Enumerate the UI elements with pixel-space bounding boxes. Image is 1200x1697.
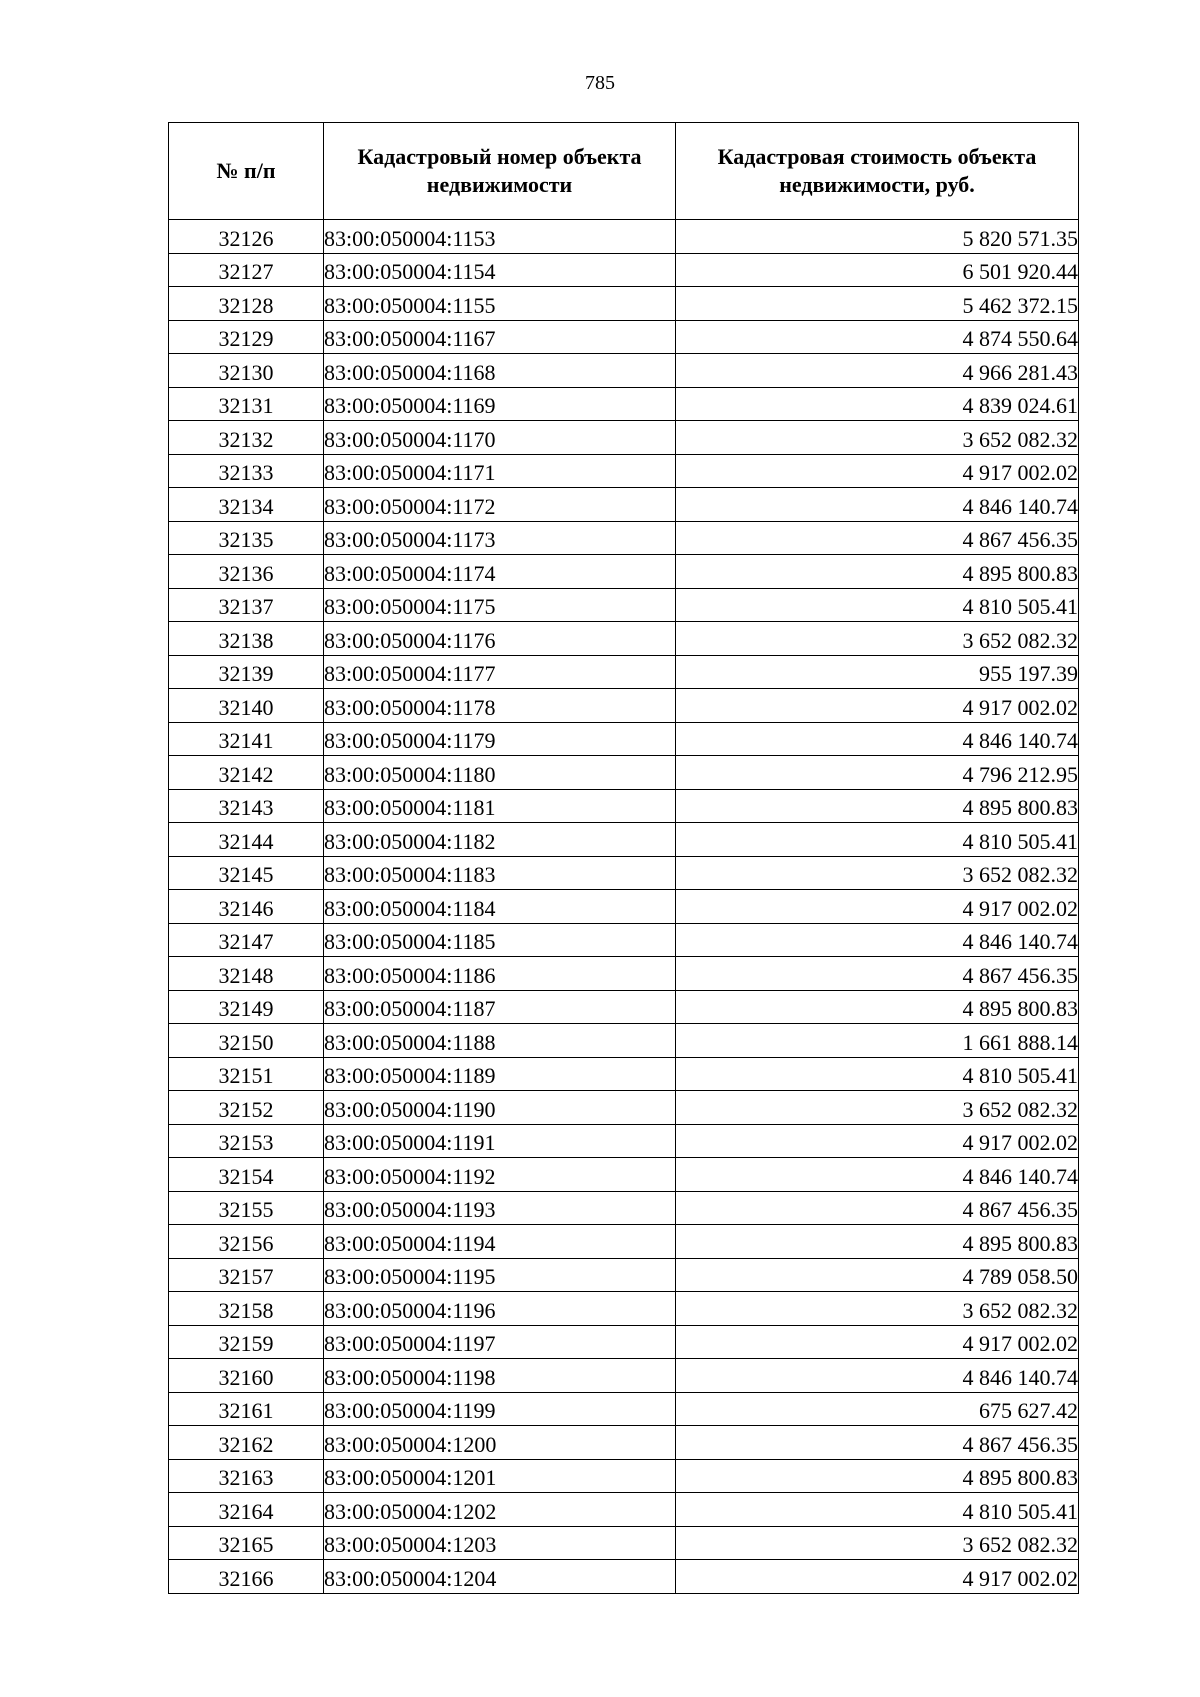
table-row bbox=[169, 1225, 1079, 1259]
cadastral-value-cell: 4 895 800.83 bbox=[676, 1225, 1079, 1259]
cadastral-number-cell: 83:00:050004:1199 bbox=[324, 1392, 676, 1426]
header-cadastral-value: Кадастровая стоимость объекта недвижимости, руб. bbox=[676, 123, 1079, 220]
row-number-cell: 32134 bbox=[169, 488, 324, 522]
row-number-cell: 32157 bbox=[169, 1258, 324, 1292]
cadastral-value-cell: 3 652 082.32 bbox=[676, 856, 1079, 890]
table-row bbox=[169, 253, 1079, 287]
cadastral-value-cell: 6 501 920.44 bbox=[676, 253, 1079, 287]
row-number-cell: 32158 bbox=[169, 1292, 324, 1326]
page-number: 785 bbox=[585, 72, 615, 94]
cadastral-value-cell: 4 917 002.02 bbox=[676, 890, 1079, 924]
table-row bbox=[169, 856, 1079, 890]
cadastral-number-cell: 83:00:050004:1155 bbox=[324, 287, 676, 321]
cadastral-value-cell: 4 846 140.74 bbox=[676, 1158, 1079, 1192]
cadastral-number-cell: 83:00:050004:1197 bbox=[324, 1325, 676, 1359]
row-number-cell: 32150 bbox=[169, 1024, 324, 1058]
row-number-cell: 32137 bbox=[169, 588, 324, 622]
cadastral-value-cell: 3 652 082.32 bbox=[676, 622, 1079, 656]
row-number-cell: 32130 bbox=[169, 354, 324, 388]
cadastral-number-cell: 83:00:050004:1176 bbox=[324, 622, 676, 656]
cadastral-number-cell: 83:00:050004:1201 bbox=[324, 1459, 676, 1493]
cadastral-value-cell: 4 895 800.83 bbox=[676, 555, 1079, 589]
cadastral-number-cell: 83:00:050004:1185 bbox=[324, 923, 676, 957]
table-row bbox=[169, 1359, 1079, 1393]
row-number-cell: 32145 bbox=[169, 856, 324, 890]
row-number-cell: 32139 bbox=[169, 655, 324, 689]
cadastral-value-cell: 4 839 024.61 bbox=[676, 387, 1079, 421]
cadastral-number-cell: 83:00:050004:1175 bbox=[324, 588, 676, 622]
cadastral-number-cell: 83:00:050004:1192 bbox=[324, 1158, 676, 1192]
cadastral-value-cell: 4 917 002.02 bbox=[676, 1124, 1079, 1158]
cadastral-value-cell: 5 820 571.35 bbox=[676, 220, 1079, 254]
table-row bbox=[169, 588, 1079, 622]
cadastral-value-cell: 4 846 140.74 bbox=[676, 488, 1079, 522]
cadastral-number-cell: 83:00:050004:1194 bbox=[324, 1225, 676, 1259]
cadastral-value-cell: 4 966 281.43 bbox=[676, 354, 1079, 388]
row-number-cell: 32160 bbox=[169, 1359, 324, 1393]
row-number-cell: 32129 bbox=[169, 320, 324, 354]
row-number-cell: 32135 bbox=[169, 521, 324, 555]
table-body bbox=[169, 220, 1079, 1594]
table-row bbox=[169, 521, 1079, 555]
table-row bbox=[169, 1325, 1079, 1359]
cadastral-value-cell: 4 917 002.02 bbox=[676, 454, 1079, 488]
cadastral-value-cell: 4 867 456.35 bbox=[676, 1191, 1079, 1225]
cadastral-value-cell: 955 197.39 bbox=[676, 655, 1079, 689]
row-number-cell: 32133 bbox=[169, 454, 324, 488]
cadastral-number-cell: 83:00:050004:1191 bbox=[324, 1124, 676, 1158]
table-row bbox=[169, 890, 1079, 924]
cadastral-value-cell: 4 810 505.41 bbox=[676, 1057, 1079, 1091]
table-row bbox=[169, 689, 1079, 723]
table-row bbox=[169, 622, 1079, 656]
table-row bbox=[169, 220, 1079, 254]
cadastral-number-cell: 83:00:050004:1179 bbox=[324, 722, 676, 756]
table-row bbox=[169, 655, 1079, 689]
cadastral-value-cell: 4 810 505.41 bbox=[676, 588, 1079, 622]
cadastral-number-cell: 83:00:050004:1178 bbox=[324, 689, 676, 723]
table-row bbox=[169, 1392, 1079, 1426]
cadastral-value-cell: 3 652 082.32 bbox=[676, 1091, 1079, 1125]
cadastral-number-cell: 83:00:050004:1153 bbox=[324, 220, 676, 254]
table-header bbox=[169, 123, 1079, 220]
table-row bbox=[169, 789, 1079, 823]
table-row bbox=[169, 1292, 1079, 1326]
cadastral-value-cell: 4 867 456.35 bbox=[676, 1426, 1079, 1460]
cadastral-value-cell: 4 917 002.02 bbox=[676, 1560, 1079, 1594]
row-number-cell: 32132 bbox=[169, 421, 324, 455]
cadastral-value-cell: 3 652 082.32 bbox=[676, 1526, 1079, 1560]
cadastral-number-cell: 83:00:050004:1172 bbox=[324, 488, 676, 522]
row-number-cell: 32136 bbox=[169, 555, 324, 589]
table-row bbox=[169, 923, 1079, 957]
row-number-cell: 32161 bbox=[169, 1392, 324, 1426]
table-row bbox=[169, 1124, 1079, 1158]
cadastral-value-cell: 4 810 505.41 bbox=[676, 1493, 1079, 1527]
table-row bbox=[169, 1024, 1079, 1058]
cadastral-value-cell: 4 895 800.83 bbox=[676, 1459, 1079, 1493]
table-row bbox=[169, 1191, 1079, 1225]
cadastral-value-cell: 4 846 140.74 bbox=[676, 923, 1079, 957]
cadastral-number-cell: 83:00:050004:1204 bbox=[324, 1560, 676, 1594]
cadastral-number-cell: 83:00:050004:1183 bbox=[324, 856, 676, 890]
cadastral-number-cell: 83:00:050004:1190 bbox=[324, 1091, 676, 1125]
cadastral-number-cell: 83:00:050004:1186 bbox=[324, 957, 676, 991]
row-number-cell: 32156 bbox=[169, 1225, 324, 1259]
table-row bbox=[169, 1258, 1079, 1292]
table-row bbox=[169, 756, 1079, 790]
row-number-cell: 32153 bbox=[169, 1124, 324, 1158]
cadastral-value-cell: 4 846 140.74 bbox=[676, 722, 1079, 756]
row-number-cell: 32162 bbox=[169, 1426, 324, 1460]
row-number-cell: 32126 bbox=[169, 220, 324, 254]
row-number-cell: 32159 bbox=[169, 1325, 324, 1359]
cadastral-value-cell: 4 789 058.50 bbox=[676, 1258, 1079, 1292]
cadastral-value-cell: 4 917 002.02 bbox=[676, 689, 1079, 723]
cadastral-value-cell: 4 867 456.35 bbox=[676, 521, 1079, 555]
table-row bbox=[169, 555, 1079, 589]
cadastral-number-cell: 83:00:050004:1193 bbox=[324, 1191, 676, 1225]
row-number-cell: 32149 bbox=[169, 990, 324, 1024]
table-row bbox=[169, 722, 1079, 756]
row-number-cell: 32127 bbox=[169, 253, 324, 287]
row-number-cell: 32147 bbox=[169, 923, 324, 957]
cadastral-number-cell: 83:00:050004:1170 bbox=[324, 421, 676, 455]
row-number-cell: 32131 bbox=[169, 387, 324, 421]
row-number-cell: 32146 bbox=[169, 890, 324, 924]
table-row bbox=[169, 421, 1079, 455]
cadastral-number-cell: 83:00:050004:1184 bbox=[324, 890, 676, 924]
cadastral-number-cell: 83:00:050004:1189 bbox=[324, 1057, 676, 1091]
table-row bbox=[169, 957, 1079, 991]
table-row bbox=[169, 354, 1079, 388]
cadastral-value-cell: 4 867 456.35 bbox=[676, 957, 1079, 991]
cadastral-value-cell: 5 462 372.15 bbox=[676, 287, 1079, 321]
table-row bbox=[169, 1091, 1079, 1125]
cadastral-number-cell: 83:00:050004:1188 bbox=[324, 1024, 676, 1058]
row-number-cell: 32128 bbox=[169, 287, 324, 321]
cadastral-value-cell: 4 895 800.83 bbox=[676, 789, 1079, 823]
cadastral-number-cell: 83:00:050004:1182 bbox=[324, 823, 676, 857]
cadastral-number-cell: 83:00:050004:1187 bbox=[324, 990, 676, 1024]
table-row bbox=[169, 1057, 1079, 1091]
cadastral-number-cell: 83:00:050004:1195 bbox=[324, 1258, 676, 1292]
cadastral-value-cell: 4 846 140.74 bbox=[676, 1359, 1079, 1393]
cadastral-value-cell: 4 917 002.02 bbox=[676, 1325, 1079, 1359]
cadastral-number-cell: 83:00:050004:1174 bbox=[324, 555, 676, 589]
cadastral-number-cell: 83:00:050004:1198 bbox=[324, 1359, 676, 1393]
row-number-cell: 32152 bbox=[169, 1091, 324, 1125]
cadastral-value-cell: 1 661 888.14 bbox=[676, 1024, 1079, 1058]
table-row bbox=[169, 1426, 1079, 1460]
cadastral-number-cell: 83:00:050004:1173 bbox=[324, 521, 676, 555]
row-number-cell: 32148 bbox=[169, 957, 324, 991]
cadastral-number-cell: 83:00:050004:1196 bbox=[324, 1292, 676, 1326]
table-row bbox=[169, 1158, 1079, 1192]
row-number-cell: 32163 bbox=[169, 1459, 324, 1493]
table-row bbox=[169, 320, 1079, 354]
table-row bbox=[169, 990, 1079, 1024]
cadastral-number-cell: 83:00:050004:1180 bbox=[324, 756, 676, 790]
row-number-cell: 32140 bbox=[169, 689, 324, 723]
row-number-cell: 32143 bbox=[169, 789, 324, 823]
row-number-cell: 32138 bbox=[169, 622, 324, 656]
cadastral-number-cell: 83:00:050004:1202 bbox=[324, 1493, 676, 1527]
table-row bbox=[169, 454, 1079, 488]
cadastral-number-cell: 83:00:050004:1203 bbox=[324, 1526, 676, 1560]
cadastral-number-cell: 83:00:050004:1200 bbox=[324, 1426, 676, 1460]
cadastral-number-cell: 83:00:050004:1181 bbox=[324, 789, 676, 823]
cadastral-value-cell: 4 895 800.83 bbox=[676, 990, 1079, 1024]
cadastral-value-cell: 675 627.42 bbox=[676, 1392, 1079, 1426]
table-row bbox=[169, 823, 1079, 857]
table-row bbox=[169, 387, 1079, 421]
cadastral-number-cell: 83:00:050004:1154 bbox=[324, 253, 676, 287]
cadastral-value-cell: 4 810 505.41 bbox=[676, 823, 1079, 857]
table-row bbox=[169, 488, 1079, 522]
table-row bbox=[169, 1526, 1079, 1560]
header-row-number: № п/п bbox=[169, 123, 324, 220]
table-header-row bbox=[169, 123, 1079, 220]
row-number-cell: 32165 bbox=[169, 1526, 324, 1560]
cadastral-number-cell: 83:00:050004:1168 bbox=[324, 354, 676, 388]
row-number-cell: 32142 bbox=[169, 756, 324, 790]
cadastral-value-table bbox=[168, 122, 1079, 1594]
row-number-cell: 32144 bbox=[169, 823, 324, 857]
cadastral-number-cell: 83:00:050004:1167 bbox=[324, 320, 676, 354]
cadastral-value-cell: 3 652 082.32 bbox=[676, 1292, 1079, 1326]
table-row bbox=[169, 1493, 1079, 1527]
cadastral-number-cell: 83:00:050004:1169 bbox=[324, 387, 676, 421]
table-row bbox=[169, 1459, 1079, 1493]
row-number-cell: 32141 bbox=[169, 722, 324, 756]
cadastral-number-cell: 83:00:050004:1171 bbox=[324, 454, 676, 488]
row-number-cell: 32151 bbox=[169, 1057, 324, 1091]
row-number-cell: 32166 bbox=[169, 1560, 324, 1594]
row-number-cell: 32164 bbox=[169, 1493, 324, 1527]
cadastral-value-cell: 3 652 082.32 bbox=[676, 421, 1079, 455]
cadastral-value-cell: 4 796 212.95 bbox=[676, 756, 1079, 790]
cadastral-number-cell: 83:00:050004:1177 bbox=[324, 655, 676, 689]
row-number-cell: 32154 bbox=[169, 1158, 324, 1192]
cadastral-value-cell: 4 874 550.64 bbox=[676, 320, 1079, 354]
table-row bbox=[169, 1560, 1079, 1594]
row-number-cell: 32155 bbox=[169, 1191, 324, 1225]
header-cadastral-number: Кадастровый номер объекта недвижимости bbox=[324, 123, 676, 220]
table-row bbox=[169, 287, 1079, 321]
